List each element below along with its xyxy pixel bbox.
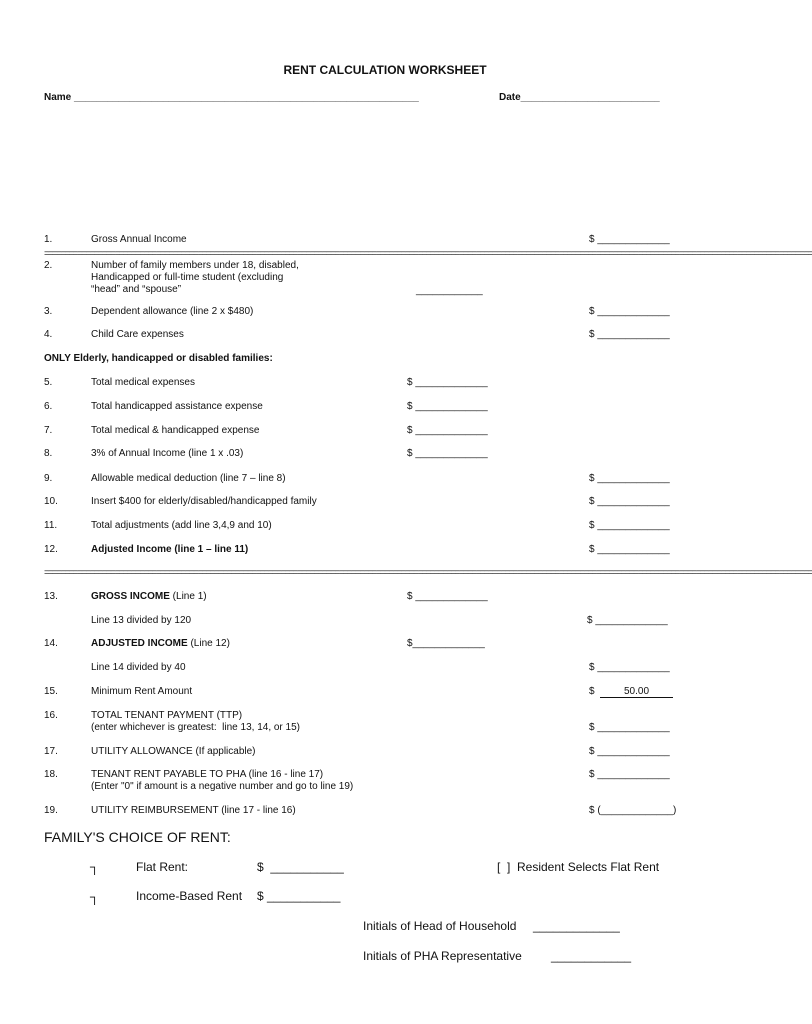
line-1-blank[interactable]: $ _____________ [589, 234, 670, 245]
income-based-blank[interactable]: $ ___________ [257, 889, 341, 903]
line-1-number: 1. [44, 234, 53, 245]
line-15-number: 15. [44, 686, 58, 697]
line-17-label: UTILITY ALLOWANCE (If applicable) [91, 746, 256, 757]
elderly-section-heading: ONLY Elderly, handicapped or disabled families: [44, 353, 273, 364]
flat-rent-label: Flat Rent: [136, 860, 189, 874]
line-14-divided-label: Line 14 divided by 40 [91, 662, 186, 673]
line-19-label: UTILITY REIMBURSEMENT (line 17 - line 16) [91, 805, 296, 816]
date-field[interactable]: Date_________________________ [499, 92, 660, 103]
line-18-number: 18. [44, 769, 58, 780]
line-14-number: 14. [44, 638, 58, 649]
separator-top: ========================================================================================================================================================================================= [44, 249, 812, 259]
line-15-dollar: $ [589, 686, 595, 697]
line-10-label: Insert $400 for elderly/disabled/handicapped family [91, 496, 317, 507]
line-13-blank[interactable]: $ _____________ [407, 591, 488, 602]
line-16-blank[interactable]: $ _____________ [589, 722, 670, 733]
resident-selects-flat-rent[interactable]: [ ] Resident Selects Flat Rent [497, 860, 660, 874]
line-11-number: 11. [44, 520, 58, 531]
line-5-label: Total medical expenses [91, 377, 195, 388]
line-12-number: 12. [44, 544, 58, 555]
line-16-label: TOTAL TENANT PAYMENT (TTP) (enter whichever is greatest: line 13, 14, or 15) [91, 710, 300, 733]
line-7-blank[interactable]: $ _____________ [407, 425, 488, 436]
line-2-number: 2. [44, 260, 53, 271]
line-3-label: Dependent allowance (line 2 x $480) [91, 306, 254, 317]
line-1-label: Gross Annual Income [91, 234, 187, 245]
line-6-label: Total handicapped assistance expense [91, 401, 263, 412]
line-6-number: 6. [44, 401, 53, 412]
line-13-divided-blank[interactable]: $ _____________ [587, 615, 668, 626]
line-7-number: 7. [44, 425, 53, 436]
line-8-blank[interactable]: $ _____________ [407, 448, 488, 459]
line-3-blank[interactable]: $ _____________ [589, 306, 670, 317]
line-4-blank[interactable]: $ _____________ [589, 329, 670, 340]
line-2-blank[interactable]: ____________ [416, 285, 483, 296]
line-18-label: TENANT RENT PAYABLE TO PHA (line 16 - line 17) (Enter "0" if amount is a negative number and go to line 19) [91, 769, 354, 792]
income-based-label: Income-Based Rent [136, 889, 243, 903]
head-initials-blank[interactable]: _____________ [533, 919, 620, 933]
name-field[interactable]: Name ______________________________________________________________ [44, 92, 419, 103]
line-17-blank[interactable]: $ _____________ [589, 746, 670, 757]
separator-bottom: ========================================================================================================================================================================================= [44, 568, 812, 578]
line-8-number: 8. [44, 448, 53, 459]
line-16-number: 16. [44, 710, 58, 721]
line-9-label: Allowable medical deduction (line 7 – line 8) [91, 473, 286, 484]
choice-heading: FAMILY'S CHOICE OF RENT: [44, 829, 231, 845]
line-18-blank[interactable]: $ _____________ [589, 769, 670, 780]
line-13-label-rest: (Line 1) [169, 591, 207, 602]
line-11-label: Total adjustments (add line 3,4,9 and 10) [91, 520, 272, 531]
line-3-number: 3. [44, 306, 53, 317]
line-14-label-rest: (Line 12) [187, 638, 230, 649]
head-initials-label: Initials of Head of Household [363, 919, 517, 933]
line-11-blank[interactable]: $ _____________ [589, 520, 670, 531]
line-5-number: 5. [44, 377, 53, 388]
line-15-label: Minimum Rent Amount [91, 686, 193, 697]
line-4-label: Child Care expenses [91, 329, 184, 340]
pha-initials-blank[interactable]: ____________ [551, 949, 632, 963]
line-17-number: 17. [44, 746, 58, 757]
line-14-label [91, 638, 230, 649]
line-2-label: Number of family members under 18, disabled, Handicapped or full-time student (excluding “head” and “spouse” [91, 260, 299, 295]
line-12-label: Adjusted Income (line 1 – line 11) [91, 544, 249, 555]
line-19-blank[interactable]: $ (_____________) [589, 805, 677, 816]
line-13-label-bold: GROSS INCOME [91, 591, 170, 602]
flat-rent-checkbox[interactable]: ┐ [90, 859, 100, 874]
line-4-number: 4. [44, 329, 53, 340]
line-9-blank[interactable]: $ _____________ [589, 473, 670, 484]
pha-initials-label: Initials of PHA Representative [363, 949, 522, 963]
line-13-label [91, 591, 207, 602]
line-13-divided-label: Line 13 divided by 120 [91, 615, 192, 626]
line-15-value[interactable]: 50.00 [600, 686, 673, 698]
line-10-blank[interactable]: $ _____________ [589, 496, 670, 507]
line-19-number: 19. [44, 805, 58, 816]
line-10-number: 10. [44, 496, 58, 507]
flat-rent-blank[interactable]: $ ___________ [257, 860, 344, 874]
page-title: RENT CALCULATION WORKSHEET [283, 63, 487, 77]
line-8-label: 3% of Annual Income (line 1 x .03) [91, 448, 244, 459]
line-14-blank[interactable]: $_____________ [407, 638, 485, 649]
line-14-divided-blank[interactable]: $ _____________ [589, 662, 670, 673]
income-based-checkbox[interactable]: ┐ [90, 889, 100, 904]
line-6-blank[interactable]: $ _____________ [407, 401, 488, 412]
line-7-label: Total medical & handicapped expense [91, 425, 260, 436]
line-5-blank[interactable]: $ _____________ [407, 377, 488, 388]
line-12-blank[interactable]: $ _____________ [589, 544, 670, 555]
line-13-number: 13. [44, 591, 58, 602]
line-9-number: 9. [44, 473, 53, 484]
line-14-label-bold: ADJUSTED INCOME [91, 638, 188, 649]
